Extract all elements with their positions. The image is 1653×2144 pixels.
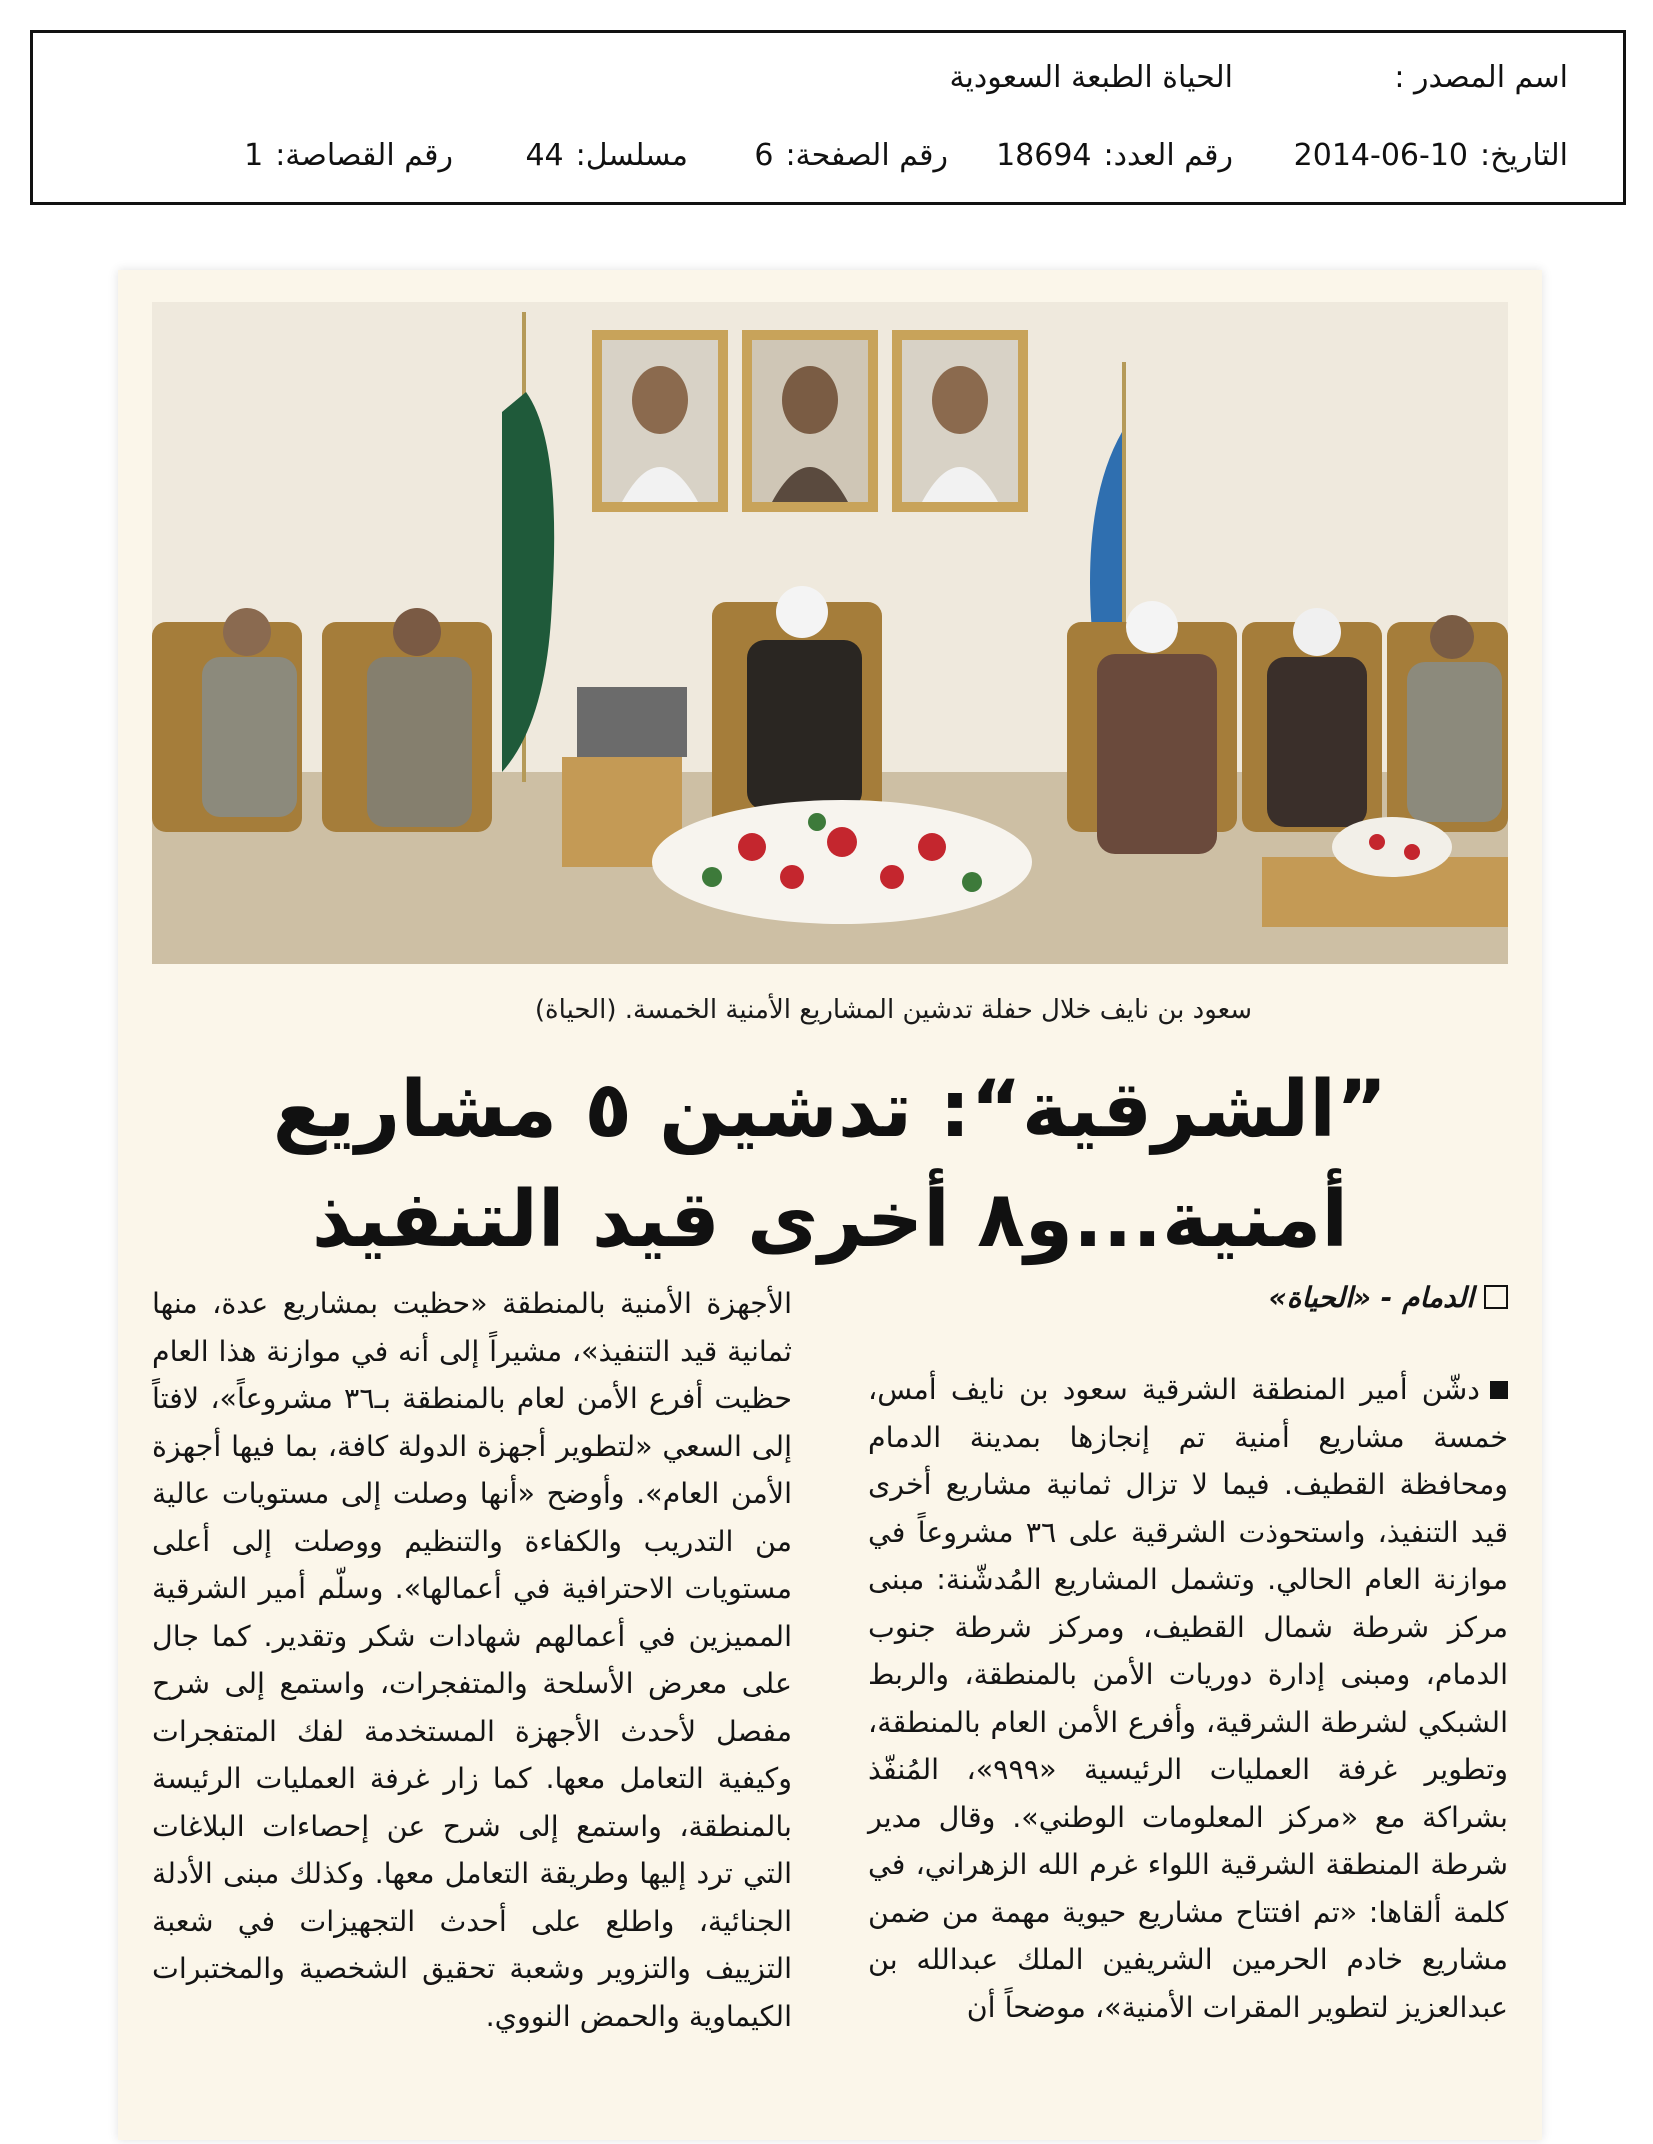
clip-label: رقم القصاصة: — [275, 138, 453, 173]
article-dateline — [868, 1278, 1508, 1318]
headline-line-2: أمنية...و٨ أخرى قيد التنفيذ — [311, 1175, 1349, 1265]
dateline-text: الدمام - «الحياة» — [1268, 1281, 1474, 1314]
source-metadata-box — [30, 30, 1626, 205]
serial-label: مسلسل: — [575, 138, 688, 173]
portrait-frames — [592, 330, 1028, 512]
article-body-right-text: دشّن أمير المنطقة الشرقية سعود بن نايف أمس، خمسة مشاريع أمنية تم إنجازها بمدينة الدمام ومحافظة القطيف. فيما لا تزال ثمانية مشاريع أخرى قيد التنفيذ، واستحوذت الشرقية على ٣٦ مشروعاً في موازنة العام الحالي. وتشمل المشاريع المُدشّنة: مبنى مركز شرطة شمال القطيف، ومركز شرطة جنوب الدمام، ومبنى إدارة دوريات الأمن بالمنطقة، والربط الشبكي لشرطة الشرقية، وأفرع الأمن العام بالمنطقة، وتطوير غرفة العمليات الرئيسية «٩٩٩»، المُنفّذ بشراكة مع «مركز المعلومات الوطني». وقال مدير شرطة المنطقة الشرقية اللواء غرم الله الزهراني، في كلمة ألقاها: «تم افتتاح مشاريع حيوية مهمة من ضمن مشاريع خادم الحرمين الشريفين الملك عبدالله بن عبدالعزيز لتطوير المقرات الأمنية»، موضحاً أن — [868, 1373, 1508, 2024]
date-value: 2014-06-10 — [1293, 138, 1469, 173]
photo-caption: سعود بن نايف خلال حفلة تدشين المشاريع الأمنية الخمسة. (الحياة) — [534, 995, 1252, 1025]
page-field — [754, 131, 948, 181]
source-label — [1394, 53, 1568, 103]
article-photo — [152, 302, 1508, 964]
clip-value: 1 — [244, 138, 264, 173]
source-label-text: اسم المصدر : — [1394, 60, 1568, 95]
article-body-left: الأجهزة الأمنية بالمنطقة «حظيت بمشاريع عدة، منها ثمانية قيد التنفيذ»، مشيراً إلى أنه في موازنة هذا العام حظيت أفرع الأمن لعام بالمنطقة بـ٣٦ مشروعاً»، لافتاً إلى السعي «لتطوير أجهزة الدولة كافة، بما فيها أجهزة الأمن العام». وأوضح «أنها وصلت إلى مستويات عالية من التدريب والكفاءة والتنظيم ووصلت إلى أعلى مستويات الاحترافية في أعمالها». وسلّم أمير الشرقية المميزين في أعمالهم شهادات شكر وتقدير. كما جال على معرض الأسلحة والمتفجرات، واستمع إلى شرح مفصل لأحدث الأجهزة المستخدمة لفك المتفجرات وكيفية التعامل معها. كما زار غرفة العمليات الرئيسة بالمنطقة، واستمع إلى شرح عن إحصاءات البلاغات التي ترد إليها وطريقة التعامل معها. وكذلك مبنى الأدلة الجنائية، واطلع على أحدث التجهيزات في شعبة التزييف والتزوير وشعبة تحقيق الشخصية والمختبرات الكيماوية والحمض النووي. — [152, 1287, 792, 2033]
issue-label: رقم العدد: — [1103, 138, 1233, 173]
issue-field — [996, 131, 1233, 181]
clip-field — [244, 131, 453, 181]
issue-value: 18694 — [996, 138, 1092, 173]
article-body-right — [868, 1366, 1508, 2031]
date-field — [1294, 131, 1568, 181]
newspaper-clipping — [118, 270, 1542, 2140]
ceremony-photo-illustration — [152, 302, 1508, 964]
page-label: رقم الصفحة: — [785, 138, 948, 173]
page-value: 6 — [754, 138, 774, 173]
source-value-text: الحياة الطبعة السعودية — [949, 60, 1233, 95]
article-column-right — [868, 1270, 1508, 2031]
date-label: التاريخ: — [1480, 138, 1568, 173]
source-value — [949, 53, 1233, 103]
square-filled-icon — [1490, 1381, 1508, 1399]
headline-line-1: ”الشرقية“: تدشين ٥ مشاريع — [272, 1065, 1388, 1155]
metadata-row-source — [88, 53, 1568, 103]
serial-value: 44 — [525, 138, 564, 173]
square-outline-icon — [1484, 1285, 1508, 1309]
metadata-row-details — [88, 131, 1568, 181]
serial-field — [525, 131, 688, 181]
article-column-left — [152, 1280, 792, 2040]
